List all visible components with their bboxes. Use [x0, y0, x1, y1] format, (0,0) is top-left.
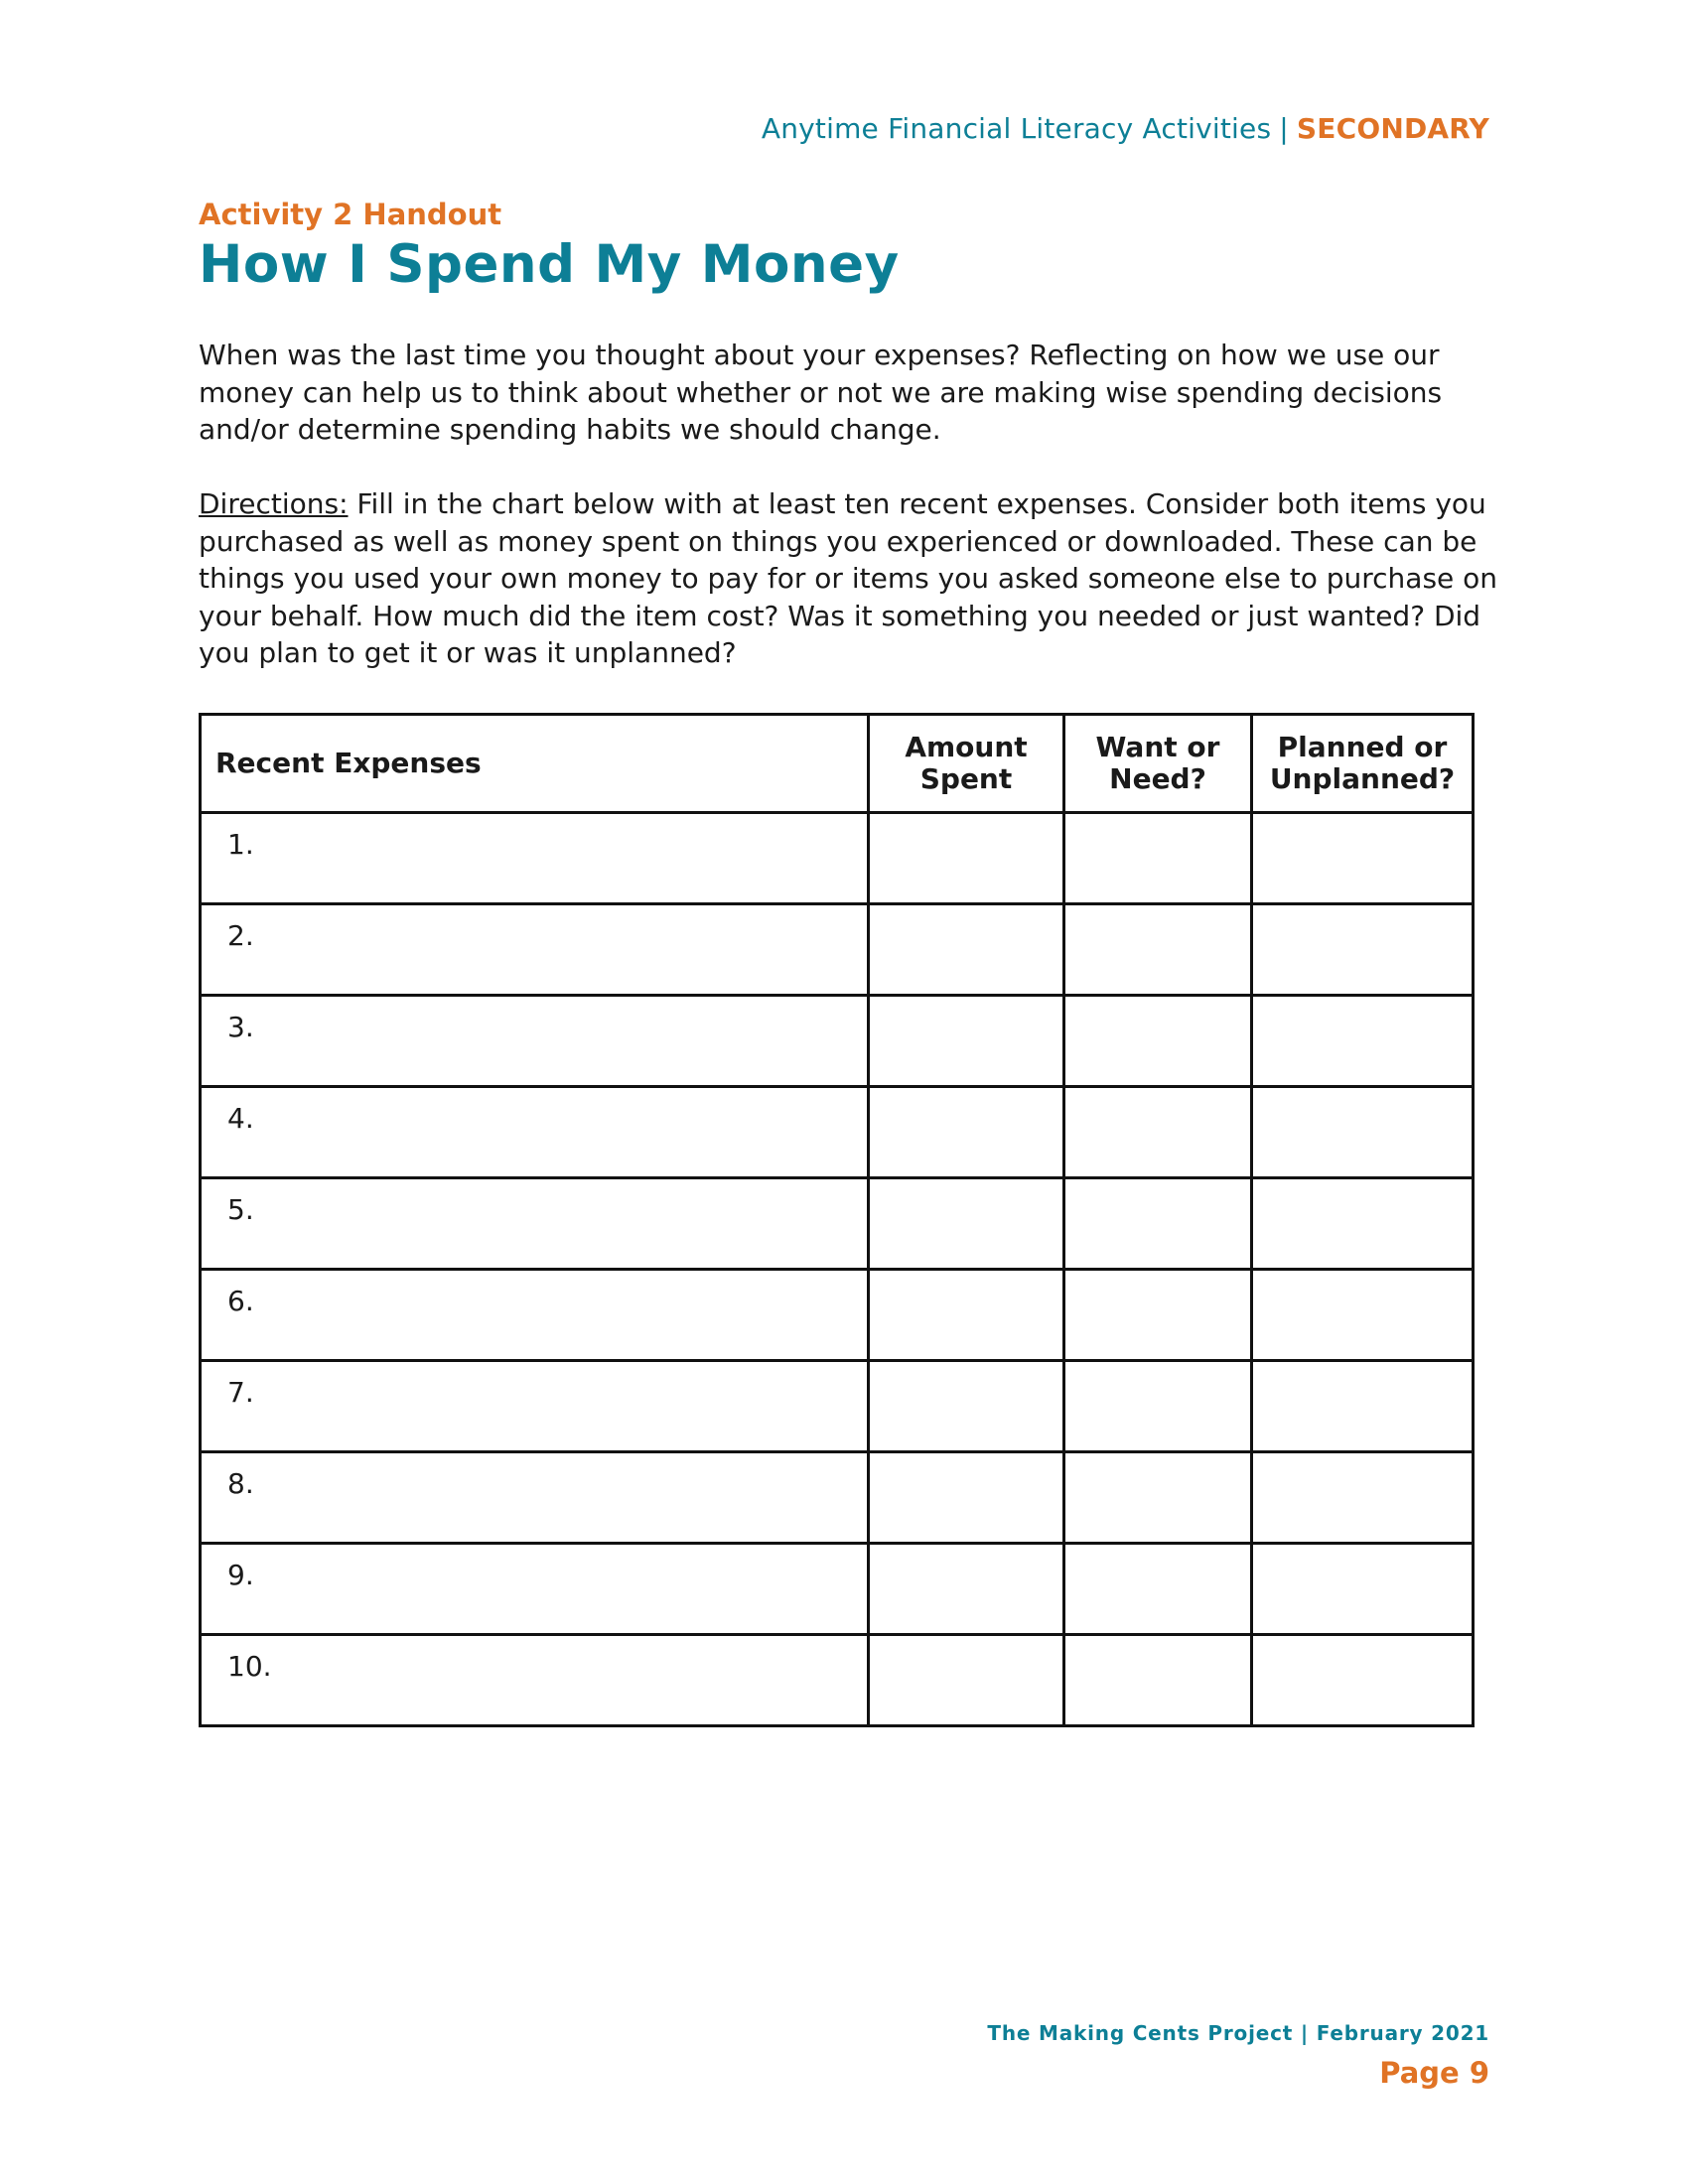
planned-cell[interactable]	[1252, 1452, 1474, 1544]
header-amount-line2: Spent	[919, 762, 1013, 795]
intro-paragraph: When was the last time you thought about your expenses? Reflecting on how we use our money can help us to think about whether or not we are making wise spending decisions and/or determine spending habits we should change.	[199, 339, 1443, 446]
header-series: Anytime Financial Literacy Activities	[761, 112, 1272, 145]
planned-cell[interactable]	[1252, 1087, 1474, 1178]
planned-cell[interactable]	[1252, 996, 1474, 1087]
want-need-cell[interactable]	[1064, 813, 1252, 904]
amount-cell[interactable]	[869, 1087, 1064, 1178]
table-row	[201, 1178, 1474, 1270]
want-need-cell[interactable]	[1064, 1178, 1252, 1270]
header-amount-line1: Amount	[905, 731, 1028, 763]
want-need-cell[interactable]	[1064, 904, 1252, 996]
table-row	[201, 996, 1474, 1087]
header-amount-spent	[869, 715, 1064, 813]
table-row	[201, 1635, 1474, 1726]
expenses-table	[199, 713, 1475, 1727]
directions-label: Directions:	[199, 487, 349, 520]
planned-cell[interactable]	[1252, 904, 1474, 996]
table-row	[201, 1087, 1474, 1178]
planned-cell[interactable]	[1252, 1178, 1474, 1270]
planned-cell[interactable]	[1252, 1270, 1474, 1361]
expense-cell[interactable]: 7.	[201, 1361, 869, 1452]
page-number: Page 9	[1379, 2056, 1489, 2090]
table-row	[201, 904, 1474, 996]
expense-cell[interactable]: 5.	[201, 1178, 869, 1270]
planned-cell[interactable]	[1252, 813, 1474, 904]
amount-cell[interactable]	[869, 1635, 1064, 1726]
amount-cell[interactable]	[869, 1270, 1064, 1361]
table-row	[201, 1452, 1474, 1544]
amount-cell[interactable]	[869, 996, 1064, 1087]
expense-cell[interactable]: 9.	[201, 1544, 869, 1635]
expense-cell[interactable]: 8.	[201, 1452, 869, 1544]
planned-cell[interactable]	[1252, 1361, 1474, 1452]
amount-cell[interactable]	[869, 1178, 1064, 1270]
want-need-cell[interactable]	[1064, 1087, 1252, 1178]
table-header-row	[201, 715, 1474, 813]
table-row	[201, 1361, 1474, 1452]
expense-cell[interactable]: 6.	[201, 1270, 869, 1361]
want-need-cell[interactable]	[1064, 1270, 1252, 1361]
expense-cell[interactable]: 4.	[201, 1087, 869, 1178]
table-row	[201, 813, 1474, 904]
footer-project: The Making Cents Project | February 2021	[987, 2021, 1489, 2045]
want-need-cell[interactable]	[1064, 1361, 1252, 1452]
expense-cell[interactable]: 2.	[201, 904, 869, 996]
header-want-or-need	[1064, 715, 1252, 813]
page-title: How I Spend My Money	[199, 234, 900, 295]
want-need-cell[interactable]	[1064, 1635, 1252, 1726]
amount-cell[interactable]	[869, 1361, 1064, 1452]
directions-text: Fill in the chart below with at least ten recent expenses. Consider both items you purchased as well as money spent on things you experienced or downloaded. These can be things you used your own money to pay for or items you asked someone else to purchase on your behalf. How much did the item cost? Was it something you needed or just wanted? Did you plan to get it or was it unplanned?	[199, 487, 1498, 669]
activity-label: Activity 2 Handout	[199, 198, 502, 231]
header-level: SECONDARY	[1296, 112, 1489, 145]
amount-cell[interactable]	[869, 1544, 1064, 1635]
expense-cell[interactable]: 3.	[201, 996, 869, 1087]
header-planned-line1: Planned or	[1277, 731, 1448, 763]
amount-cell[interactable]	[869, 904, 1064, 996]
table-row	[201, 1544, 1474, 1635]
header-planned-line2: Unplanned?	[1269, 762, 1456, 795]
planned-cell[interactable]	[1252, 1544, 1474, 1635]
expense-cell[interactable]: 1.	[201, 813, 869, 904]
want-need-cell[interactable]	[1064, 1544, 1252, 1635]
header-separator: |	[1279, 112, 1289, 145]
header-planned-or-unplanned	[1252, 715, 1474, 813]
amount-cell[interactable]	[869, 813, 1064, 904]
header-want-line1: Want or	[1095, 731, 1220, 763]
want-need-cell[interactable]	[1064, 996, 1252, 1087]
header-recent-expenses: Recent Expenses	[201, 715, 869, 813]
expense-cell[interactable]: 10.	[201, 1635, 869, 1726]
amount-cell[interactable]	[869, 1452, 1064, 1544]
document-header	[762, 112, 1489, 145]
want-need-cell[interactable]	[1064, 1452, 1252, 1544]
planned-cell[interactable]	[1252, 1635, 1474, 1726]
directions-paragraph	[199, 485, 1509, 672]
table-row	[201, 1270, 1474, 1361]
header-want-line2: Need?	[1109, 762, 1206, 795]
